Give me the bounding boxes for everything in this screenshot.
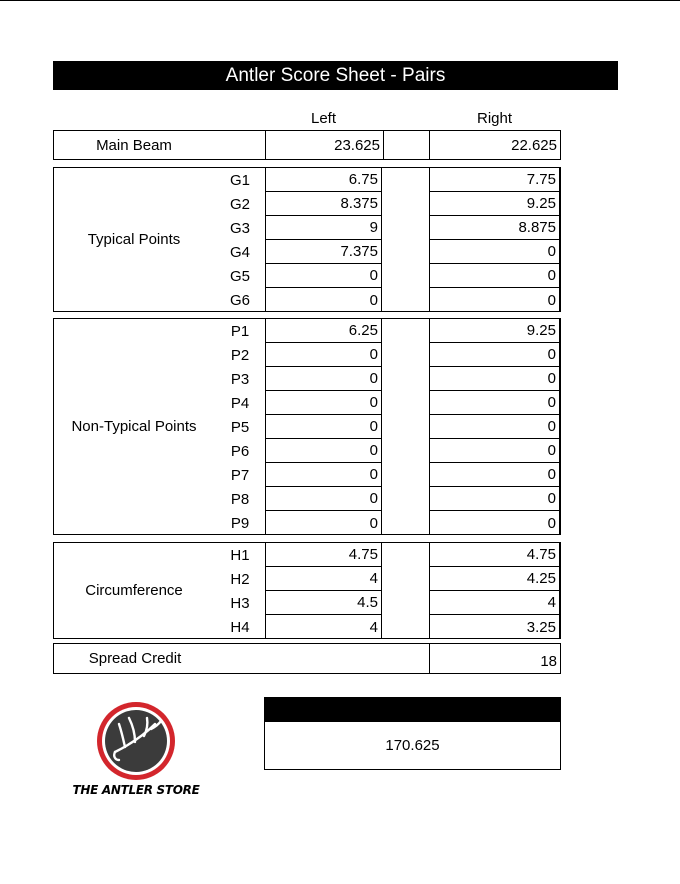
non-typical-point-right-value[interactable]: 0 <box>429 343 560 367</box>
typical-point-row-label: G4 <box>229 243 250 261</box>
circumference-row-label: H1 <box>230 546 250 564</box>
circumference-right-value[interactable]: 4.25 <box>429 567 560 591</box>
non-typical-point-left-value[interactable]: 6.25 <box>265 319 382 343</box>
typical-point-left-value[interactable]: 8.375 <box>265 192 382 216</box>
total-score: 170.625 <box>264 722 561 770</box>
typical-point-left-value[interactable]: 6.75 <box>265 168 382 192</box>
typical-point-right-value[interactable]: 9.25 <box>429 192 560 216</box>
circumference-right-value[interactable]: 3.25 <box>429 615 560 639</box>
typical-point-row-label: G2 <box>229 195 250 213</box>
circumference-row-label: H4 <box>230 618 250 636</box>
circumference-row-label: H2 <box>230 570 250 588</box>
non-typical-point-row-label: P1 <box>230 322 250 340</box>
typical-point-right-value[interactable]: 7.75 <box>429 168 560 192</box>
spread-credit-value-box <box>429 643 561 674</box>
spread-credit-label-box <box>53 643 430 674</box>
circumference-label: Circumference <box>85 582 183 599</box>
circumference-row-label: H3 <box>230 594 250 612</box>
antler-logo-icon <box>95 700 177 782</box>
non-typical-point-row-label: P7 <box>230 466 250 484</box>
typical-point-left-value[interactable]: 9 <box>265 216 382 240</box>
non-typical-point-right-value[interactable]: 0 <box>429 415 560 439</box>
non-typical-point-row-label: P9 <box>230 514 250 532</box>
typical-point-row-label: G3 <box>229 219 250 237</box>
spread-credit-value[interactable]: 18 <box>540 653 557 670</box>
sheet-title: Antler Score Sheet - Pairs <box>53 61 618 90</box>
non-typical-point-left-value[interactable]: 0 <box>265 367 382 391</box>
main-beam-label: Main Beam <box>96 136 172 154</box>
non-typical-point-row-label: P3 <box>230 370 250 388</box>
main-beam-row <box>53 130 561 160</box>
non-typical-point-right-value[interactable]: 0 <box>429 463 560 487</box>
typical-point-right-value[interactable]: 0 <box>429 240 560 264</box>
column-header-right: Right <box>476 109 513 127</box>
non-typical-point-left-value[interactable]: 0 <box>265 487 382 511</box>
main-beam-right-value[interactable]: 22.625 <box>429 131 560 159</box>
non-typical-points-label: Non-Typical Points <box>71 418 197 435</box>
non-typical-point-left-value[interactable]: 0 <box>265 511 382 535</box>
typical-points-label: Typical Points <box>87 231 181 248</box>
typical-point-row-label: G6 <box>229 291 250 309</box>
non-typical-point-row-label: P4 <box>230 394 250 412</box>
typical-point-left-value[interactable]: 0 <box>265 264 382 288</box>
non-typical-point-right-value[interactable]: 9.25 <box>429 319 560 343</box>
total-header-bar <box>264 697 561 722</box>
non-typical-point-right-value[interactable]: 0 <box>429 367 560 391</box>
typical-point-right-value[interactable]: 0 <box>429 288 560 312</box>
circumference-left-value[interactable]: 4.75 <box>265 543 382 567</box>
typical-point-left-value[interactable]: 7.375 <box>265 240 382 264</box>
circumference-right-value[interactable]: 4 <box>429 591 560 615</box>
logo-text: THE ANTLER STORE <box>72 783 200 797</box>
spread-credit-label: Spread Credit <box>88 650 182 667</box>
circumference-right-value[interactable]: 4.75 <box>429 543 560 567</box>
non-typical-point-right-value[interactable]: 0 <box>429 511 560 535</box>
column-header-left: Left <box>310 109 337 127</box>
non-typical-point-left-value[interactable]: 0 <box>265 463 382 487</box>
non-typical-point-right-value[interactable]: 0 <box>429 487 560 511</box>
circumference-left-value[interactable]: 4 <box>265 615 382 639</box>
typical-point-right-value[interactable]: 0 <box>429 264 560 288</box>
typical-point-left-value[interactable]: 0 <box>265 288 382 312</box>
non-typical-point-row-label: P5 <box>230 418 250 436</box>
non-typical-point-left-value[interactable]: 0 <box>265 391 382 415</box>
typical-point-right-value[interactable]: 8.875 <box>429 216 560 240</box>
non-typical-point-left-value[interactable]: 0 <box>265 343 382 367</box>
main-beam-spacer <box>383 131 429 159</box>
non-typical-point-row-label: P8 <box>230 490 250 508</box>
circumference-left-value[interactable]: 4.5 <box>265 591 382 615</box>
top-border-line <box>0 0 680 1</box>
non-typical-point-right-value[interactable]: 0 <box>429 391 560 415</box>
non-typical-point-right-value[interactable]: 0 <box>429 439 560 463</box>
main-beam-left-value[interactable]: 23.625 <box>265 131 383 159</box>
non-typical-point-left-value[interactable]: 0 <box>265 415 382 439</box>
typical-point-row-label: G5 <box>229 267 250 285</box>
non-typical-point-row-label: P2 <box>230 346 250 364</box>
non-typical-point-left-value[interactable]: 0 <box>265 439 382 463</box>
circumference-left-value[interactable]: 4 <box>265 567 382 591</box>
non-typical-point-row-label: P6 <box>230 442 250 460</box>
typical-point-row-label: G1 <box>229 171 250 189</box>
